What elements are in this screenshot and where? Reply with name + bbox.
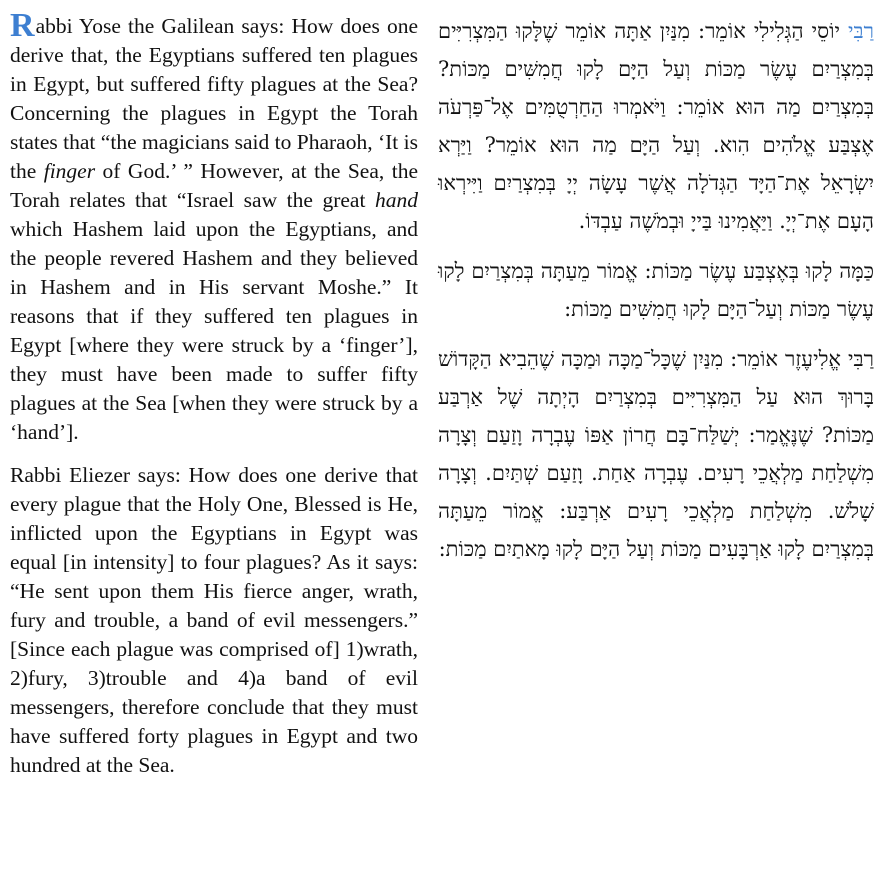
- english-paragraph-rabbi-eliezer: Rabbi Eliezer says: How does one derive that every plague that the Holy One, Blessed is He, inflicted upon the Egyptians in Egypt was equal [in intensity] to four plagues? As it says: “He sent upon them His fierce anger, wrath, fury and trouble, a band of evil messengers.” [Since each plague was comprised of] 1)wrath, 2)fury, 3)trouble and 4)a band of evil messengers, therefore conclude that they must have suffered forty plagues in Egypt and two hundred at the Sea.: [10, 463, 418, 777]
- hebrew-paragraph-count: כַּמָּה לָקוּ בְּאֶצְבַּע עֶשֶׂר מַכּוֹת: אֱמוֹר מֵעַתָּה בְּמִצְרַיִם לָקוּ עֶשֶׂר מַכּוֹת וְעַל־הַיָּם לָקוּ חֲמִשִּׁים מַכּוֹת:: [438, 259, 874, 321]
- emphasis-finger: finger: [43, 159, 96, 183]
- english-text: abbi Yose the Galilean says: How does one derive that, the Egyptians suffered ten plagues in Egypt, but suffered fifty plagues at the Sea? Concerning the plagues in Egypt the Torah states that “the magicians said to Pharaoh, ‘It is the: [10, 14, 418, 183]
- english-text: which Hashem laid upon the Egyptians, and the people revered Hashem and they believed in Hashem and in His servant Moshe.” It reasons that if they suffered ten plagues in Egypt [where they were struck by a ‘finger’], they must have been made to suffer fifty plagues at the Sea [when they were struck by a ‘hand’].: [10, 217, 418, 444]
- english-column: [10, 7, 418, 780]
- hebrew-opening-word: רַבִּי: [848, 19, 874, 43]
- hebrew-text: יוֹסֵי הַגְּלִילִי אוֹמֵר: מִנַּיִן אַתָּה אוֹמֵר שֶׁלָּקוּ הַמִּצְרִיִּים בְּמִצְרַיִם עֶשֶׂר מַכּוֹת וְעַל הַיָּם לָקוּ חֲמִשִּׁים מַכּוֹת? בְּמִצְרַיִם מַה הוּא אוֹמֵר: וַיֹּאמְרוּ הַחַרְטֻמִּים אֶל־פַּרְעֹה אֶצְבַּע אֱלֹהִים הִוא. וְעַל הַיָּם מַה הוּא אוֹמֵר? וַיַּרְא יִשְׂרָאֵל אֶת־הַיָּד הַגְּדֹלָה אֲשֶׁר עָשָׂה יְיָ בְּמִצְרַיִם וַיִּירְאוּ הָעָם אֶת־יְיָ. וַיַּאֲמִינוּ בַּייָ וּבְמֹשֶׁה עַבְדּוֹ.: [438, 19, 874, 233]
- english-text: of God.’ ” However, at the Sea, the Torah relates that “Israel saw the great: [10, 159, 418, 212]
- emphasis-hand: hand: [375, 188, 418, 212]
- english-paragraph-rabbi-yose: [10, 7, 418, 447]
- hebrew-column: [438, 12, 874, 568]
- drop-cap: R: [10, 7, 35, 44]
- hebrew-paragraph-rabbi-yose: [438, 12, 874, 240]
- hebrew-paragraph-rabbi-eliezer: רַבִּי אֱלִיעֶזֶר אוֹמֵר: מִנַּיִן שֶׁכָּל־מַכָּה וּמַכָּה שֶׁהֵבִיא הַקָּדוֹשׁ בָּרוּךְ הוּא עַל הַמִּצְרִיִּים בְּמִצְרַיִם הָיְתָה שֶׁל אַרְבַּע מַכּוֹת? שֶׁנֶּאֱמַר: יְשַׁלַּח־בָּם חֲרוֹן אַפּוֹ עֶבְרָה וָזַעַם וְצָרָה מִשְׁלַחַת מַלְאֲכֵי רָעִים. עֶבְרָה אַחַת. וָזַעַם שְׁתַּיִם. וְצָרָה שָׁלֹשׁ. מִשְׁלַחַת מַלְאֲכֵי רָעִים אַרְבַּע: אֱמוֹר מֵעַתָּה בְּמִצְרַיִם לָקוּ אַרְבָּעִים מַכּוֹת וְעַל הַיָּם לָקוּ מָאתַיִם מַכּוֹת:: [438, 347, 874, 561]
